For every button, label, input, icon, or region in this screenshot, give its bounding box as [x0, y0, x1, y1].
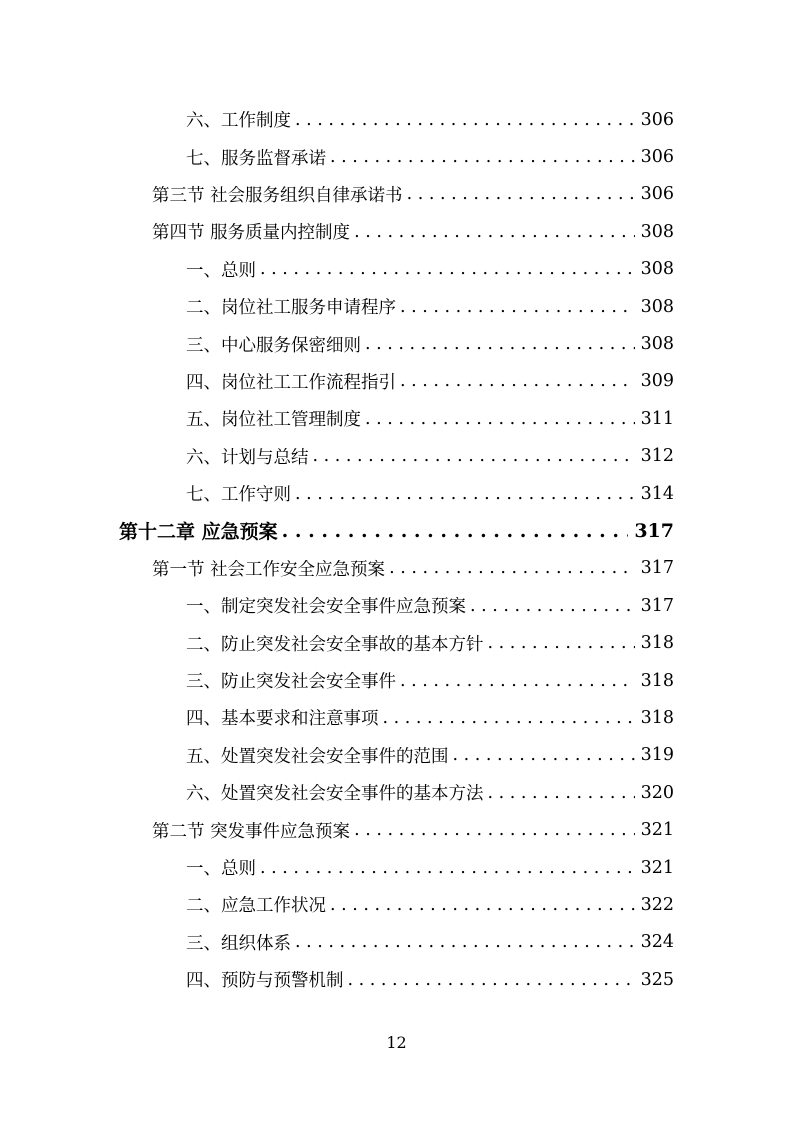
dot-leader — [295, 484, 635, 504]
toc-entry[interactable] — [0, 737, 793, 774]
dot-leader — [407, 184, 635, 204]
dot-leader — [295, 110, 635, 130]
dot-leader — [488, 783, 635, 803]
toc-entry-title: 七、工作守则 — [186, 485, 291, 506]
toc-entry-title: 六、处置突发社会安全事件的基本方法 — [186, 784, 484, 805]
toc-entry-page: 309 — [640, 371, 674, 392]
toc-entry-page: 306 — [640, 147, 674, 168]
toc-entry[interactable] — [0, 251, 793, 288]
toc-entry-title: 四、基本要求和注意事项 — [186, 709, 379, 730]
dot-leader — [365, 409, 635, 429]
toc-entry[interactable] — [0, 550, 793, 587]
toc-entry[interactable] — [0, 138, 793, 175]
dot-leader — [313, 446, 635, 466]
dot-leader — [453, 745, 635, 765]
toc-entry[interactable] — [0, 662, 793, 699]
dot-leader — [354, 222, 635, 242]
toc-entry-title: 三、中心服务保密细则 — [186, 335, 361, 356]
toc-entry-title: 三、防止突发社会安全事件 — [186, 672, 396, 693]
table-of-contents — [0, 101, 793, 998]
dot-leader — [400, 297, 635, 317]
toc-entry-title: 四、岗位社工工作流程指引 — [186, 372, 396, 393]
toc-entry-title: 一、总则 — [186, 859, 256, 879]
toc-entry-page: 311 — [640, 408, 674, 429]
toc-entry-page: 319 — [640, 745, 674, 766]
toc-entry-title: 第二节 突发事件应急预案 — [152, 821, 351, 842]
toc-entry[interactable] — [0, 438, 793, 475]
toc-entry[interactable] — [0, 176, 793, 213]
toc-entry-title: 五、岗位社工管理制度 — [186, 410, 361, 431]
toc-entry-page: 306 — [640, 184, 674, 205]
toc-entry[interactable] — [0, 774, 793, 811]
toc-entry-page: 324 — [640, 932, 674, 953]
toc-entry[interactable] — [0, 475, 793, 512]
dot-leader — [470, 596, 635, 616]
toc-entry[interactable] — [0, 512, 793, 549]
dot-leader — [389, 558, 635, 578]
toc-entry-page: 318 — [640, 670, 674, 691]
toc-entry-title: 第一节 社会工作安全应急预案 — [152, 559, 386, 580]
dot-leader — [400, 671, 635, 691]
toc-entry-page: 308 — [640, 296, 674, 317]
toc-entry-title: 二、岗位社工服务申请程序 — [186, 298, 396, 319]
page-number: 12 — [386, 1033, 407, 1052]
dot-leader — [383, 708, 635, 728]
dot-leader — [354, 820, 635, 840]
dot-leader — [330, 147, 635, 167]
toc-entry[interactable] — [0, 624, 793, 661]
toc-entry-title: 六、计划与总结 — [186, 447, 309, 468]
toc-entry-page: 317 — [634, 519, 674, 542]
toc-entry-page: 318 — [640, 633, 674, 654]
toc-entry-title: 一、总则 — [186, 260, 256, 281]
toc-entry-title: 二、应急工作状况 — [186, 896, 326, 917]
toc-entry[interactable] — [0, 849, 793, 886]
toc-entry-page: 317 — [640, 595, 674, 616]
toc-entry-title: 六、工作制度 — [186, 111, 291, 132]
toc-entry-title: 第三节 社会服务组织自律承诺书 — [152, 185, 403, 206]
toc-entry-page: 318 — [640, 707, 674, 728]
toc-entry-page: 322 — [640, 894, 674, 915]
dot-leader — [400, 371, 635, 391]
dot-leader — [260, 858, 635, 878]
toc-entry-page: 308 — [640, 334, 674, 355]
dot-leader — [295, 932, 635, 952]
toc-entry-page: 314 — [640, 483, 674, 504]
toc-entry-page: 308 — [640, 259, 674, 280]
toc-entry[interactable] — [0, 587, 793, 624]
toc-entry[interactable] — [0, 699, 793, 736]
toc-entry[interactable] — [0, 811, 793, 848]
toc-entry-title: 三、组织体系 — [186, 933, 291, 954]
toc-entry[interactable] — [0, 101, 793, 138]
toc-entry-page: 321 — [640, 857, 674, 878]
dot-leader — [348, 970, 635, 990]
toc-entry-page: 317 — [640, 558, 674, 579]
toc-entry-title: 七、服务监督承诺 — [186, 148, 326, 169]
dot-leader — [488, 633, 635, 653]
toc-entry-page: 306 — [640, 109, 674, 130]
toc-entry[interactable] — [0, 886, 793, 923]
toc-entry[interactable] — [0, 325, 793, 362]
toc-entry[interactable] — [0, 961, 793, 998]
dot-leader — [330, 895, 635, 915]
toc-entry-page: 320 — [640, 782, 674, 803]
toc-entry[interactable] — [0, 288, 793, 325]
dot-leader — [282, 520, 629, 542]
toc-entry-title: 四、预防与预警机制 — [186, 971, 344, 992]
toc-entry-page: 325 — [640, 969, 674, 990]
toc-entry-page: 312 — [640, 446, 674, 467]
toc-entry-page: 308 — [640, 221, 674, 242]
toc-entry-page: 321 — [640, 820, 674, 841]
toc-entry[interactable] — [0, 363, 793, 400]
dot-leader — [365, 334, 635, 354]
toc-entry[interactable] — [0, 400, 793, 437]
dot-leader — [260, 259, 635, 279]
toc-entry-title: 五、处置突发社会安全事件的范围 — [186, 746, 449, 767]
toc-entry-title: 一、制定突发社会安全事件应急预案 — [186, 597, 466, 618]
toc-entry-title: 第十二章 应急预案 — [119, 521, 278, 544]
toc-entry[interactable] — [0, 213, 793, 250]
toc-entry-title: 二、防止突发社会安全事故的基本方针 — [186, 634, 484, 655]
toc-entry[interactable] — [0, 924, 793, 961]
toc-entry-title: 第四节 服务质量内控制度 — [152, 223, 351, 244]
